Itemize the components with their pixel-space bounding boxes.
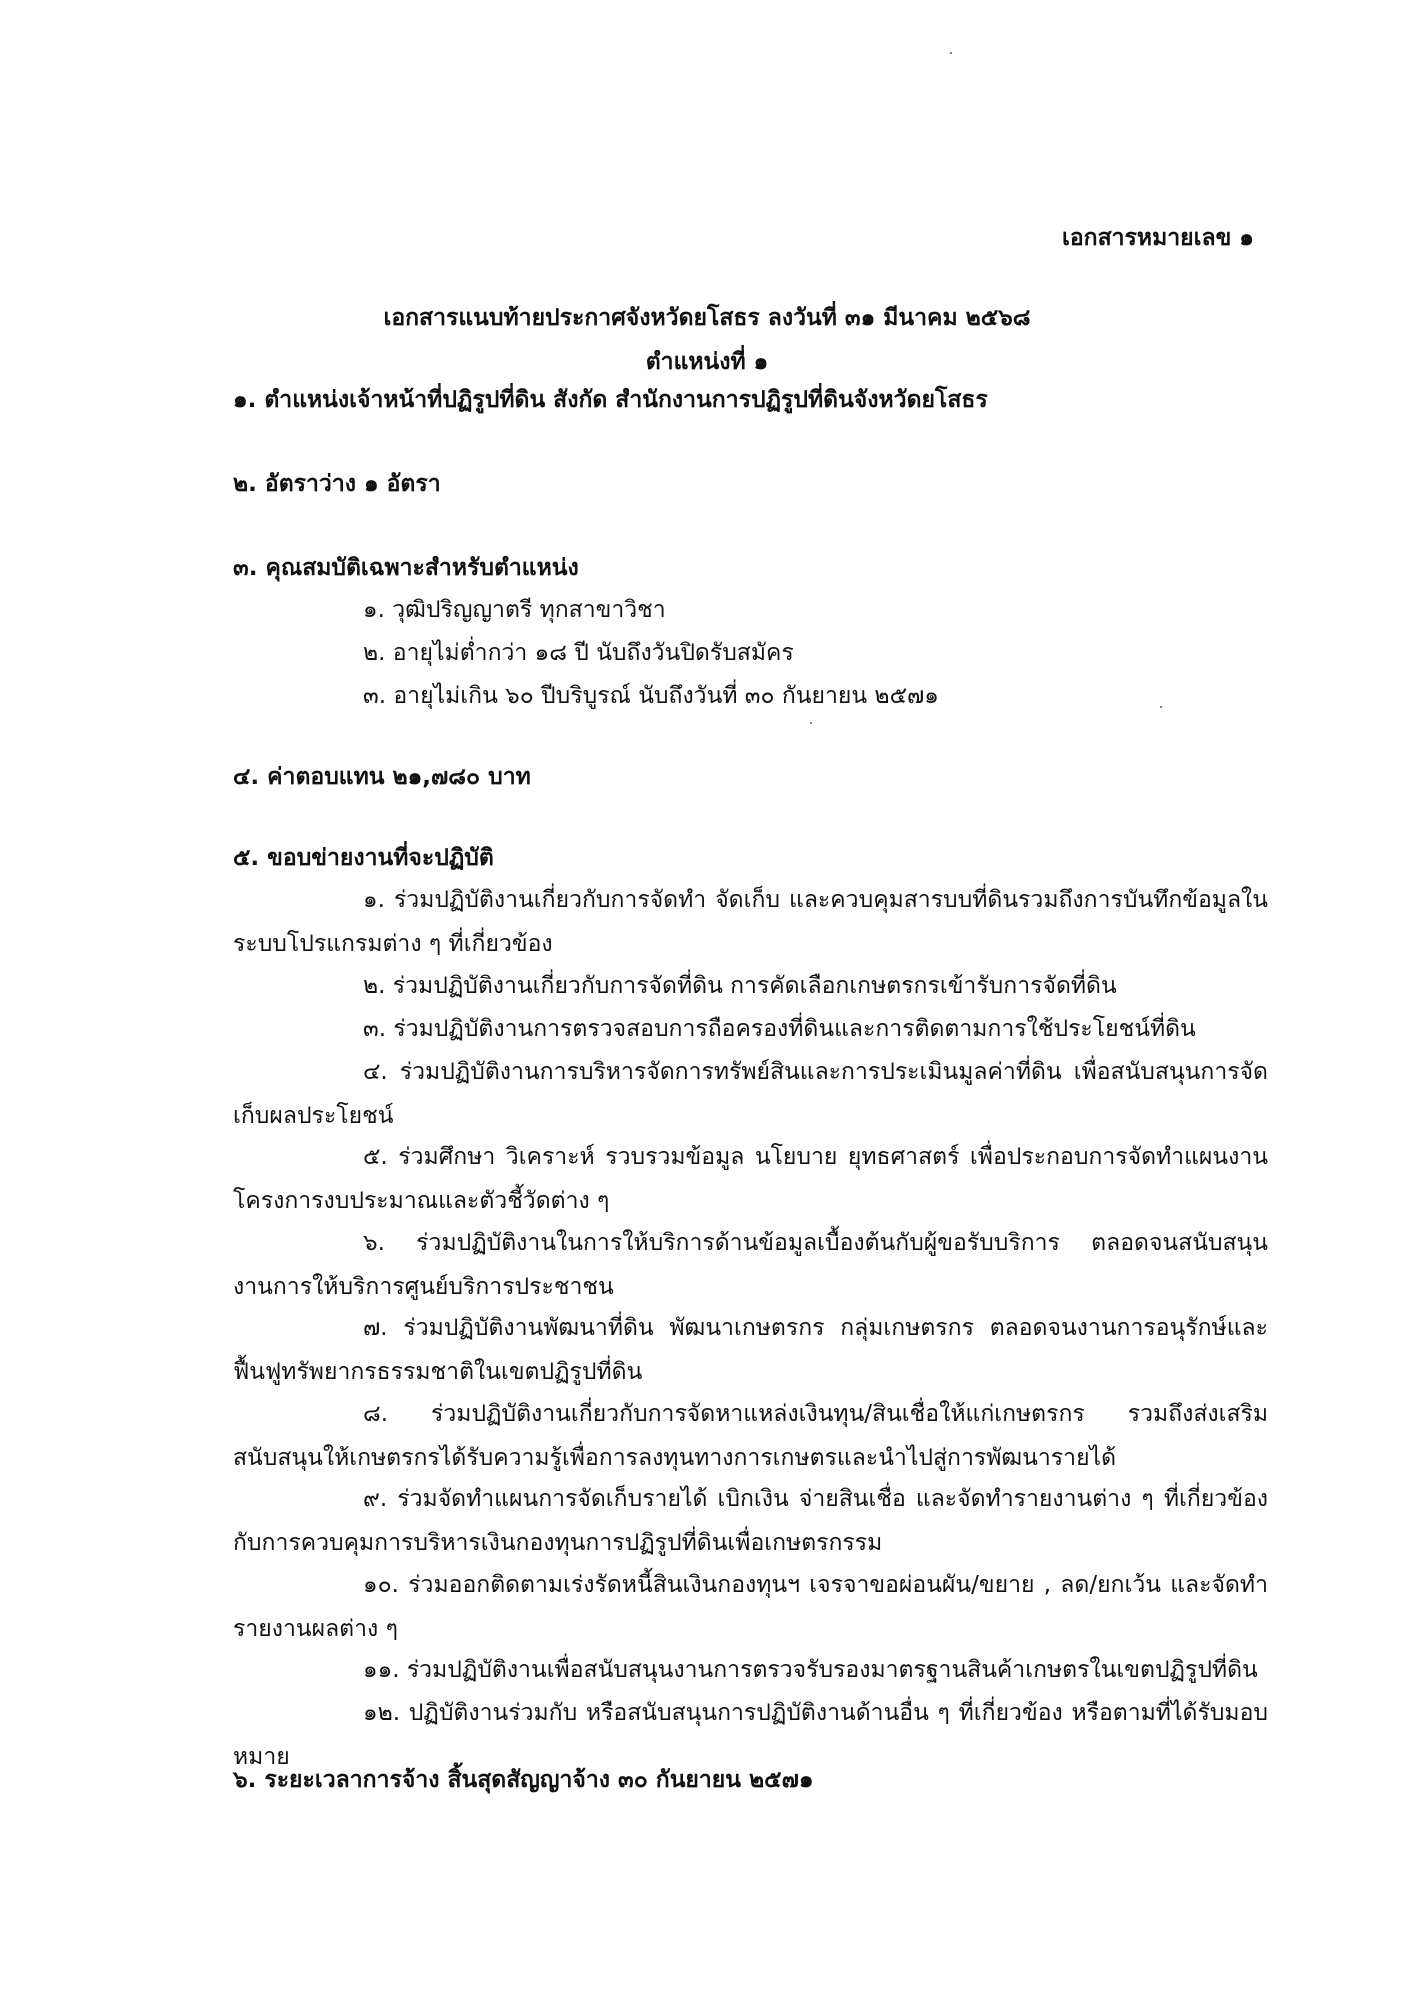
duty-item: ๑๐. ร่วมออกติดตามเร่งรัดหนี้สินเงินกองทุนฯ เจรจาขอผ่อนผัน/ขยาย , ลด/ยกเว้น และจัดทำรายงานผลต่าง ๆ <box>233 1572 1268 1642</box>
duty-item: ๖. ร่วมปฏิบัติงานในการให้บริการด้านข้อมูลเบื้องต้นกับผู้ขอรับบริการ ตลอดจนสนับสนุนงานการให้บริการศูนย์บริการประชาชน <box>233 1230 1268 1300</box>
duty-item: ๔. ร่วมปฏิบัติงานการบริหารจัดการทรัพย์สินและการประเมินมูลค่าที่ดิน เพื่อสนับสนุนการจัดเก็บผลประโยชน์ <box>233 1059 1268 1129</box>
scan-speck <box>950 52 952 54</box>
duty-item: ๗. ร่วมปฏิบัติงานพัฒนาที่ดิน พัฒนาเกษตรกร กลุ่มเกษตรกร ตลอดจนงานการอนุรักษ์และฟื้นฟูทรัพยากรธรรมชาติในเขตปฏิรูปที่ดิน <box>233 1315 1268 1385</box>
duty-item: ๓. ร่วมปฏิบัติงานการตรวจสอบการถือครองที่ดินและการติดตามการใช้ประโยชน์ที่ดิน <box>363 1016 1196 1042</box>
section-5-heading: ๕. ขอบข่ายงานที่จะปฏิบัติ <box>233 845 494 871</box>
duty-item: ๘. ร่วมปฏิบัติงานเกี่ยวกับการจัดหาแหล่งเงินทุน/สินเชื่อให้แก่เกษตรกร รวมถึงส่งเสริมสนับสนุนให้เกษตรกรได้รับความรู้เพื่อการลงทุนทางการเกษตรและนำไปสู่การพัฒนารายได้ <box>233 1401 1268 1471</box>
section-3-heading: ๓. คุณสมบัติเฉพาะสำหรับตำแหน่ง <box>233 555 579 581</box>
duty-item: ๕. ร่วมศึกษา วิเคราะห์ รวบรวมข้อมูล นโยบาย ยุทธศาสตร์ เพื่อประกอบการจัดทำแผนงานโครงการงบประมาณและตัวชี้วัดต่าง ๆ <box>233 1144 1268 1214</box>
duty-item: ๑๒. ปฏิบัติงานร่วมกับ หรือสนับสนุนการปฏิบัติงานด้านอื่น ๆ ที่เกี่ยวข้อง หรือตามที่ได้รับมอบหมาย <box>233 1700 1268 1770</box>
document-number: เอกสารหมายเลข ๑ <box>1062 225 1254 251</box>
duty-item: ๒. ร่วมปฏิบัติงานเกี่ยวกับการจัดที่ดิน การคัดเลือกเกษตรกรเข้ารับการจัดที่ดิน <box>363 973 1117 999</box>
duty-item: ๑. ร่วมปฏิบัติงานเกี่ยวกับการจัดทำ จัดเก็บ และควบคุมสารบบที่ดินรวมถึงการบันทึกข้อมูลในระบบโปรแกรมต่าง ๆ ที่เกี่ยวข้อง <box>233 887 1268 957</box>
scan-speck <box>1160 706 1162 708</box>
section-4-compensation: ๔. ค่าตอบแทน ๒๑,๗๘๐ บาท <box>233 764 531 790</box>
qualification-item: ๒. อายุไม่ต่ำกว่า ๑๘ ปี นับถึงวันปิดรับสมัคร <box>363 640 794 666</box>
duty-item: ๙. ร่วมจัดทำแผนการจัดเก็บรายได้ เบิกเงิน จ่ายสินเชื่อ และจัดทำรายงานต่าง ๆ ที่เกี่ยวข้องกับการควบคุมการบริหารเงินกองทุนการปฏิรูปที่ดินเพื่อเกษตรกรรม <box>233 1486 1268 1556</box>
duty-item: ๑๑. ร่วมปฏิบัติงานเพื่อสนับสนุนงานการตรวจรับรองมาตรฐานสินค้าเกษตรในเขตปฏิรูปที่ดิน <box>363 1657 1258 1683</box>
qualification-item: ๓. อายุไม่เกิน ๖๐ ปีบริบูรณ์ นับถึงวันที่ ๓๐ กันยายน ๒๕๗๑ <box>363 683 939 709</box>
section-2-vacancy: ๒. อัตราว่าง ๑ อัตรา <box>233 471 441 497</box>
section-1-position: ๑. ตำแหน่งเจ้าหน้าที่ปฏิรูปที่ดิน สังกัด สำนักงานการปฏิรูปที่ดินจังหวัดยโสธร <box>233 387 988 413</box>
scan-speck <box>810 722 812 724</box>
qualification-item: ๑. วุฒิปริญญาตรี ทุกสาขาวิชา <box>363 597 666 623</box>
document-title: เอกสารแนบท้ายประกาศจังหวัดยโสธร ลงวันที่ ๓๑ มีนาคม ๒๕๖๘ <box>383 305 1031 331</box>
section-6-employment-period: ๖. ระยะเวลาการจ้าง สิ้นสุดสัญญาจ้าง ๓๐ กันยายน ๒๕๗๑ <box>233 1767 814 1793</box>
position-number: ตำแหน่งที่ ๑ <box>645 349 769 375</box>
